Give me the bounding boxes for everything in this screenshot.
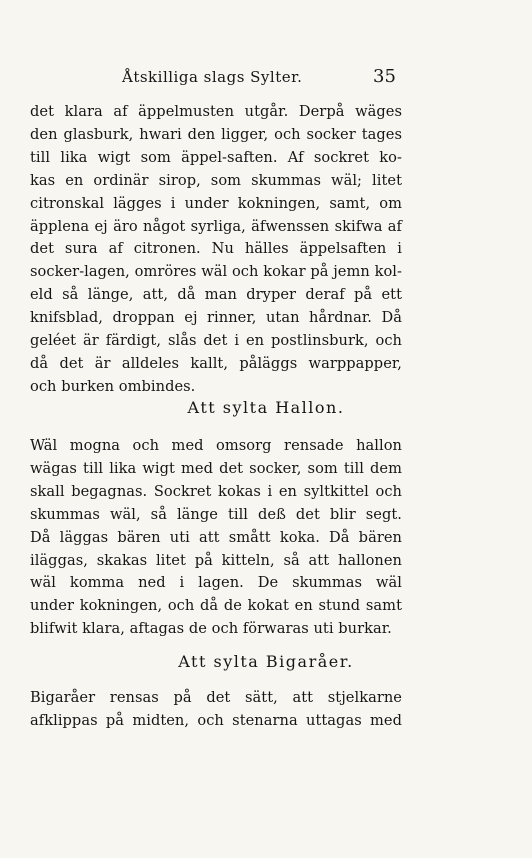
text-line: Bigaråer rensas på det sätt, att stjelkarne (30, 689, 402, 706)
text-line: den glasburk, hwari den ligger, och socker tages (30, 125, 402, 143)
text-line: knifsblad, droppan ej rinner, utan hårdnar. Då (30, 309, 402, 327)
text-line: skall begagnas. Sockret kokas i en syltkittel och (30, 482, 402, 500)
text-line: wägas till lika wigt med det socker, som till dem (30, 459, 402, 477)
text-line: kas en ordinär sirop, som skummas wäl; litet (30, 171, 402, 189)
paragraph-cherries (30, 687, 402, 733)
text-line: eld så länge, att, då man dryper deraf på ett (30, 286, 402, 304)
text-line: socker-lagen, omröres wäl och kokar på jemn kol- (30, 263, 402, 281)
text-line: afklippas på midten, och stenarna uttagas med (30, 711, 402, 729)
text-line: Wäl mogna och med omsorg rensade hallon (30, 437, 402, 454)
paragraph-apple-jelly (30, 101, 402, 399)
text-line: det klara af äppelmusten utgår. Derpå wäges (30, 103, 402, 120)
text-line: det sura af citronen. Nu hälles äppelsaften i (30, 240, 402, 258)
text-line: citronskal lägges i under kokningen, samt, om (30, 194, 402, 212)
text-line: och burken ombindes. (30, 377, 196, 395)
page-header (0, 68, 532, 92)
text-line: blifwit klara, aftagas de och förwaras uti burkar. (30, 620, 392, 638)
text-line: äpplena ej äro något syrliga, äfwenssen skifwa af (30, 217, 402, 235)
text-line: geléet är färdigt, slås det i en postlinsburk, och (30, 332, 402, 350)
running-title: Åtskilliga slags Sylter. (122, 68, 303, 86)
text-line: Då läggas bären uti att smått koka. Då bären (30, 528, 402, 546)
section-heading-hallon: Att sylta Hallon. (187, 398, 345, 417)
text-line: då det är alldeles kallt, påläggs warppapper, (30, 354, 402, 372)
text-line: skummas wäl, så länge till deß det blir segt. (30, 505, 402, 523)
text-line: wäl komma ned i lagen. De skummas wäl (30, 574, 402, 592)
page-number: 35 (373, 66, 396, 87)
text-line: till lika wigt som äppel-saften. Af sockret ko- (30, 148, 402, 166)
paragraph-raspberries (30, 435, 402, 641)
text-line: under kokningen, och då de kokat en stund samt (30, 597, 402, 615)
text-line: iläggas, skakas litet på kitteln, så att hallonen (30, 551, 402, 569)
section-heading-bigaraer: Att sylta Bigaråer. (178, 652, 354, 671)
